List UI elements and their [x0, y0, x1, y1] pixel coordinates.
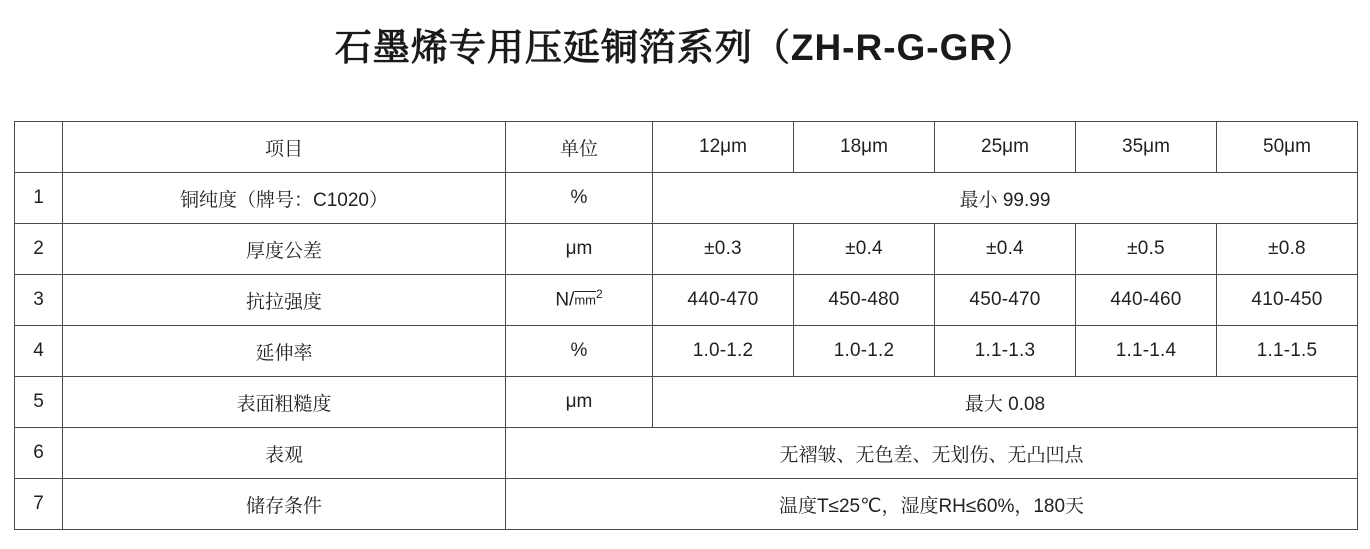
row-item: 表观 [63, 428, 506, 479]
header-unit: 单位 [506, 122, 653, 173]
row-item: 铜纯度（牌号：C1020） [63, 173, 506, 224]
row-number: 7 [15, 479, 63, 530]
row-unit: μm [506, 224, 653, 275]
header-no [15, 122, 63, 173]
row-value-12um: 1.0-1.2 [653, 326, 794, 377]
row-unit: % [506, 326, 653, 377]
row-number: 2 [15, 224, 63, 275]
unit-numerator: N/ [555, 289, 575, 311]
header-item: 项目 [63, 122, 506, 173]
row-value-18um: 1.0-1.2 [794, 326, 935, 377]
unit-superscript: 2 [595, 287, 603, 302]
row-item: 延伸率 [63, 326, 506, 377]
row-merged-value: 无褶皱、无色差、无划伤、无凸凹点 [506, 428, 1358, 479]
row-number: 5 [15, 377, 63, 428]
table-row [15, 326, 1358, 377]
row-item: 储存条件 [63, 479, 506, 530]
row-unit [506, 275, 653, 326]
row-item: 抗拉强度 [63, 275, 506, 326]
row-value-35um: 440-460 [1076, 275, 1217, 326]
header-thickness-12um: 12μm [653, 122, 794, 173]
table-head [15, 122, 1358, 173]
row-value-25um: 450-470 [935, 275, 1076, 326]
row-value-50um: 410-450 [1217, 275, 1358, 326]
row-value-50um: ±0.8 [1217, 224, 1358, 275]
table-row [15, 479, 1358, 530]
row-item: 表面粗糙度 [63, 377, 506, 428]
row-value-12um: 440-470 [653, 275, 794, 326]
row-number: 3 [15, 275, 63, 326]
row-number: 4 [15, 326, 63, 377]
header-thickness-35um: 35μm [1076, 122, 1217, 173]
row-value-12um: ±0.3 [653, 224, 794, 275]
spec-table [14, 121, 1358, 530]
row-value-18um: ±0.4 [794, 224, 935, 275]
header-thickness-18um: 18μm [794, 122, 935, 173]
row-unit: % [506, 173, 653, 224]
row-value-18um: 450-480 [794, 275, 935, 326]
row-number: 1 [15, 173, 63, 224]
header-thickness-25um: 25μm [935, 122, 1076, 173]
table-row [15, 224, 1358, 275]
row-merged-value: 最大 0.08 [653, 377, 1358, 428]
page-title: 石墨烯专用压延铜箔系列（ZH-R-G-GR） [334, 27, 1036, 68]
row-value-35um: ±0.5 [1076, 224, 1217, 275]
row-item: 厚度公差 [63, 224, 506, 275]
row-merged-value: 温度T≤25℃，湿度RH≤60%，180天 [506, 479, 1358, 530]
row-unit: μm [506, 377, 653, 428]
spec-table-wrapper [14, 121, 1356, 530]
header-thickness-50um: 50μm [1217, 122, 1358, 173]
row-value-50um: 1.1-1.5 [1217, 326, 1358, 377]
row-number: 6 [15, 428, 63, 479]
table-body [15, 173, 1358, 530]
table-row [15, 275, 1358, 326]
table-row [15, 428, 1358, 479]
row-value-25um: 1.1-1.3 [935, 326, 1076, 377]
row-merged-value: 最小 99.99 [653, 173, 1358, 224]
row-value-25um: ±0.4 [935, 224, 1076, 275]
row-value-35um: 1.1-1.4 [1076, 326, 1217, 377]
table-row [15, 173, 1358, 224]
unit-denominator: $\overline{mm}$ [574, 292, 596, 308]
table-header-row [15, 122, 1358, 173]
table-row [15, 377, 1358, 428]
